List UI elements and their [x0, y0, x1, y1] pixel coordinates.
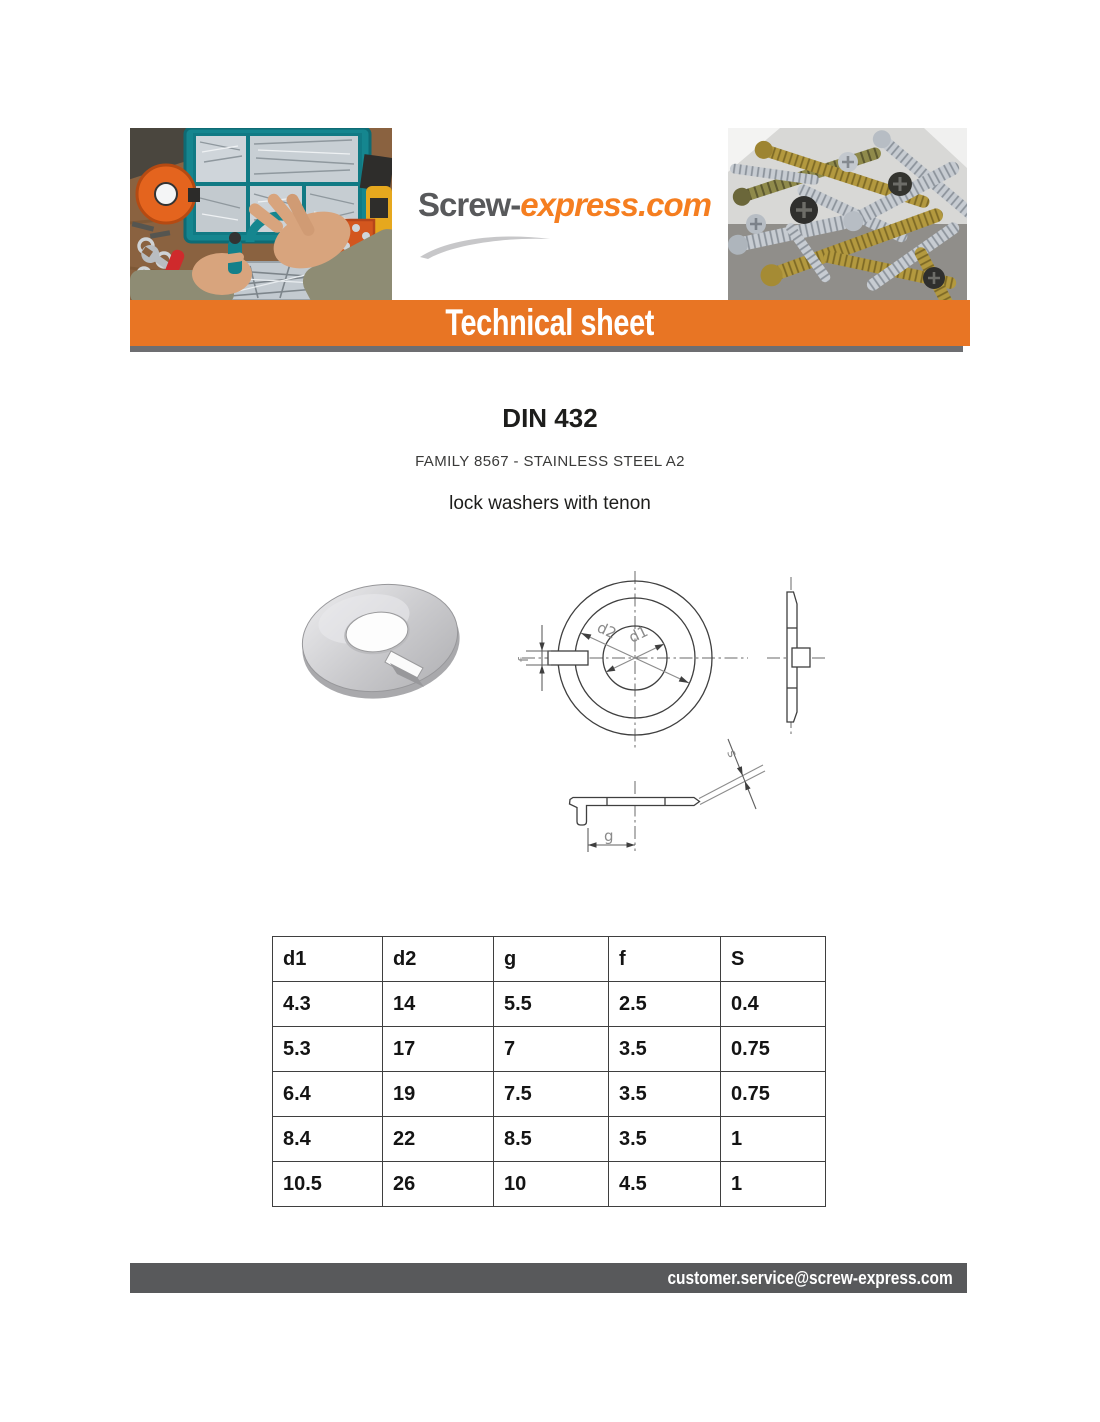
- technical-drawings: [270, 555, 870, 870]
- cell: 5.5: [494, 982, 609, 1027]
- cell: 22: [383, 1117, 494, 1162]
- label-f: f: [517, 657, 532, 662]
- cell: 7: [494, 1027, 609, 1072]
- logo-text-primary: Screw-: [418, 186, 521, 223]
- cell: 19: [383, 1072, 494, 1117]
- product-description: lock washers with tenon: [449, 493, 651, 514]
- cell: 6.4: [273, 1072, 383, 1117]
- technical-sheet-banner: [130, 300, 970, 346]
- col-header-g: g: [494, 937, 609, 982]
- section-view-drawing: [570, 739, 766, 852]
- lock-washer-photo: [295, 575, 466, 709]
- cell: 26: [383, 1162, 494, 1207]
- front-view-drawing: [517, 571, 748, 751]
- cell: 3.5: [609, 1072, 721, 1117]
- cell: 0.4: [721, 982, 826, 1027]
- logo-swoosh: [418, 230, 553, 260]
- cell: 14: [383, 982, 494, 1027]
- label-d2: d2: [594, 618, 620, 643]
- col-header-f: f: [609, 937, 721, 982]
- cell: 3.5: [609, 1027, 721, 1072]
- cell: 4.5: [609, 1162, 721, 1207]
- cell: 3.5: [609, 1117, 721, 1162]
- footer-bar: [130, 1263, 967, 1293]
- screws-pile-photo: [728, 128, 967, 300]
- customer-service-email: customer.service@screw-express.com: [667, 1267, 953, 1288]
- logo-text-secondary: express.com: [520, 186, 712, 223]
- cell: 0.75: [721, 1027, 826, 1072]
- table-header-row: [273, 937, 826, 982]
- col-header-d2: d2: [383, 937, 494, 982]
- workbench-photo: [130, 128, 392, 300]
- cell: 2.5: [609, 982, 721, 1027]
- brand-logo: [392, 128, 728, 300]
- cell: 1: [721, 1117, 826, 1162]
- table-row: [273, 1072, 826, 1117]
- side-view-drawing: [767, 577, 826, 737]
- label-g: g: [604, 827, 614, 845]
- cell: 17: [383, 1027, 494, 1072]
- label-s: s: [723, 747, 740, 760]
- cell: 8.5: [494, 1117, 609, 1162]
- page-title: DIN 432: [502, 403, 598, 433]
- cell: 1: [721, 1162, 826, 1207]
- col-header-d1: d1: [273, 937, 383, 982]
- cell: 0.75: [721, 1072, 826, 1117]
- family-subtitle: FAMILY 8567 - STAINLESS STEEL A2: [415, 453, 685, 470]
- label-d1: d1: [625, 622, 651, 647]
- table-row: [273, 1117, 826, 1162]
- table-row: [273, 1027, 826, 1072]
- dimension-table: [272, 936, 826, 1207]
- cell: 7.5: [494, 1072, 609, 1117]
- cell: 4.3: [273, 982, 383, 1027]
- table-row: [273, 982, 826, 1027]
- cell: 10.5: [273, 1162, 383, 1207]
- col-header-s: S: [721, 937, 826, 982]
- cell: 10: [494, 1162, 609, 1207]
- cell: 8.4: [273, 1117, 383, 1162]
- divider-line: [130, 346, 963, 352]
- banner-title: Technical sheet: [445, 302, 655, 343]
- logo-wordmark: [418, 186, 711, 224]
- cell: 5.3: [273, 1027, 383, 1072]
- table-row: [273, 1162, 826, 1207]
